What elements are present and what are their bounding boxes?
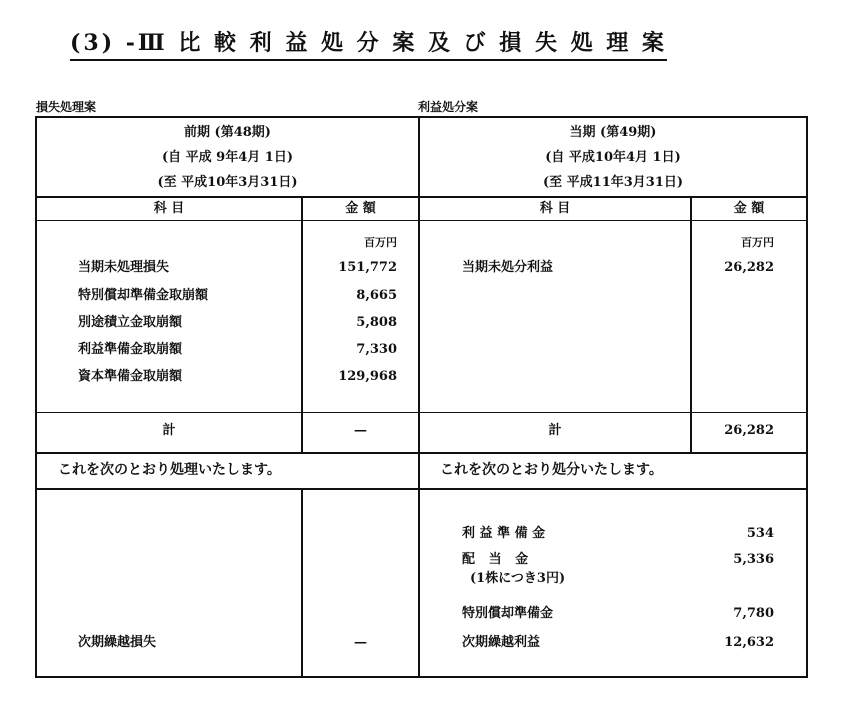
profit-section-label: 利益処分案 xyxy=(418,100,479,114)
right-amount-header: 金 額 xyxy=(733,201,765,216)
left-period-to: (至 平成10年3月31日) xyxy=(157,175,298,190)
column-header-divider xyxy=(35,220,808,221)
left-carry-value: — xyxy=(354,635,367,650)
right-period-title: 当期 (第49期) xyxy=(569,125,657,140)
right-item-header: 科 目 xyxy=(539,201,571,216)
left-amount-header: 金 額 xyxy=(345,201,376,216)
left-item-value: 129,968 xyxy=(338,369,397,384)
allocation-label: 配 当 金 xyxy=(462,552,529,567)
allocation-note: (1株につき3円) xyxy=(470,571,566,586)
total-top-divider xyxy=(35,412,808,413)
left-item-value: 5,808 xyxy=(356,315,397,330)
page-title: (3) -Ⅲ 比 較 利 益 処 分 案 及 び 損 失 処 理 案 xyxy=(70,26,667,61)
left-item-label: 別途積立金取崩額 xyxy=(78,315,183,330)
left-period-title: 前期 (第48期) xyxy=(184,125,271,140)
left-item-label: 資本準備金取崩額 xyxy=(78,369,183,384)
left-unit: 百万円 xyxy=(364,236,397,249)
left-item-label: 特別償却準備金取崩額 xyxy=(78,288,209,303)
left-total-value: — xyxy=(354,423,367,438)
right-period-from: (自 平成10年4月 1日) xyxy=(545,150,681,165)
right-disposal-text: これを次のとおり処分いたします。 xyxy=(440,462,663,478)
right-total-label: 計 xyxy=(548,423,562,438)
left-period-from: (自 平成 9年4月 1日) xyxy=(161,150,294,165)
right-item-value: 26,282 xyxy=(724,260,774,275)
allocation-label: 利 益 準 備 金 xyxy=(462,526,546,541)
right-item-label: 当期未処分利益 xyxy=(462,260,554,275)
header-divider xyxy=(35,196,808,198)
allocation-label: 次期繰越利益 xyxy=(462,635,541,650)
allocation-value: 534 xyxy=(746,526,774,541)
left-item-value: 151,772 xyxy=(338,260,397,275)
allocation-value: 12,632 xyxy=(724,635,774,650)
right-unit: 百万円 xyxy=(741,236,774,249)
left-item-label: 当期未処理損失 xyxy=(78,260,170,275)
right-total-value: 26,282 xyxy=(724,423,774,438)
right-period-to: (至 平成11年3月31日) xyxy=(542,175,684,190)
left-item-label: 利益準備金取崩額 xyxy=(78,342,183,357)
left-carry-label: 次期繰越損失 xyxy=(78,635,157,650)
disposal-divider xyxy=(35,488,808,490)
left-item-value: 7,330 xyxy=(356,342,397,357)
left-item-value: 8,665 xyxy=(356,288,397,303)
left-total-label: 計 xyxy=(162,423,176,438)
left-disposal-text: これを次のとおり処理いたします。 xyxy=(58,462,281,478)
allocation-label: 特別償却準備金 xyxy=(462,606,554,621)
loss-section-label: 損失処理案 xyxy=(36,100,97,114)
total-bottom-divider xyxy=(35,452,808,454)
allocation-value: 7,780 xyxy=(733,606,774,621)
allocation-value: 5,336 xyxy=(733,552,774,567)
left-item-header: 科 目 xyxy=(153,201,185,216)
